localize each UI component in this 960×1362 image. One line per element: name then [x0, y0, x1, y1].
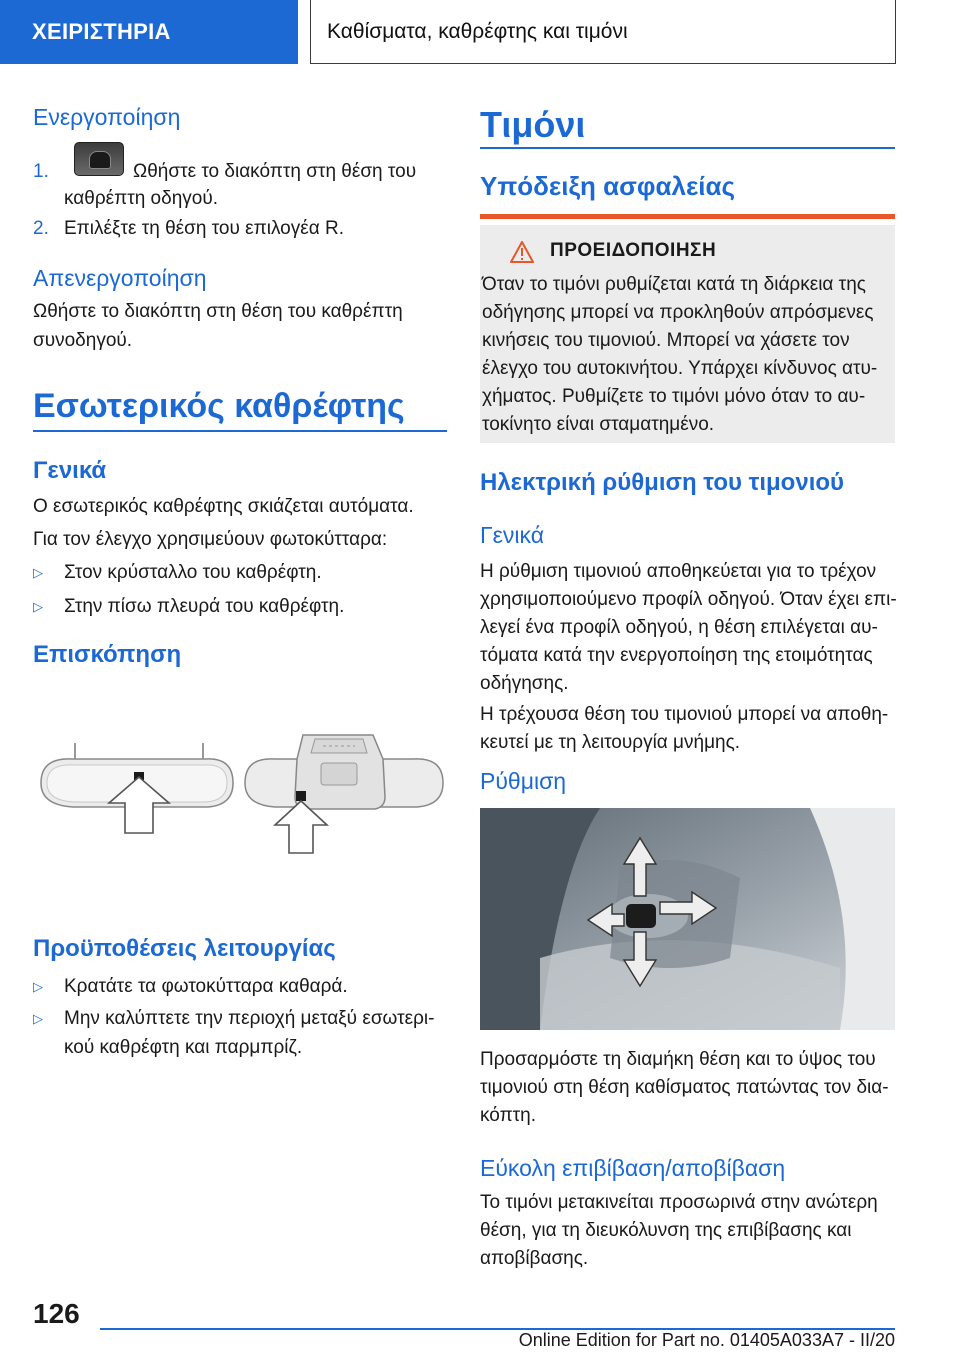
general-line: τόματα κατά την ενεργοποίηση της ετοιμότητας	[480, 645, 873, 666]
warning-line: έλεγχο του αυτοκινήτου. Υπάρχει κίνδυνος ατυ-	[482, 358, 878, 379]
general-line: οδήγησης.	[480, 673, 569, 694]
heading-rule	[33, 430, 447, 432]
mirror-illustration	[33, 705, 447, 915]
deactivation-heading: Απενεργοποίηση	[33, 265, 207, 291]
warning-line: τοκίνητο είναι σταματημένο.	[482, 414, 715, 435]
inner-mirror-heading: Εσωτερικός καθρέφτης	[33, 387, 405, 425]
adjust-line: κόπτη.	[480, 1105, 537, 1126]
warning-title: ΠΡΟΕΙΔΟΠΟΙΗΣΗ	[550, 240, 717, 261]
general-line: χρησιμοποιούμενο προφίλ οδηγού. Όταν έχει επι-	[480, 589, 897, 610]
general-line: Η ρύθμιση τιμονιού αποθηκεύεται για το τρέχον	[480, 561, 877, 582]
deactivation-line-2: συνοδηγού.	[33, 330, 133, 351]
step-1-line-2: καθρέπτη οδηγού.	[64, 188, 219, 209]
memory-line: κευτεί με τη λειτουργία μνήμης.	[480, 732, 741, 753]
prereq-bullet-1: Κρατάτε τα φωτοκύτταρα καθαρά.	[64, 976, 348, 997]
warning-line: Όταν το τιμόνι ρυθμίζεται κατά τη διάρκεια της	[482, 274, 866, 295]
general-line: λεγεί ένα προφίλ οδηγού, η θέση επιλέγεται αυ-	[480, 617, 878, 638]
easy-line: θέση, για τη διευκόλυνση της επιβίβασης και	[480, 1220, 852, 1241]
memory-line: Η τρέχουσα θέση του τιμονιού μπορεί να αποθη-	[480, 704, 889, 725]
sensors-text: Για τον έλεγχο χρησιμεύουν φωτοκύτταρα:	[33, 529, 388, 550]
steering-switch-photo	[480, 808, 895, 1030]
warning-line: οδήγησης μπορεί να προκληθούν απρόσμενες	[482, 302, 874, 323]
warning-line: κινήσεις του τιμονιού. Μπορεί να χάσετε τον	[482, 330, 850, 351]
bullet-triangle-icon: ▷	[33, 565, 43, 580]
general-text: Ο εσωτερικός καθρέφτης σκιάζεται αυτόματα.	[33, 496, 414, 517]
prereq-bullet-2-line-2: κού καθρέφτη και παρμπρίζ.	[64, 1037, 303, 1058]
activation-heading: Ενεργοποίηση	[33, 104, 181, 130]
electric-adjust-heading: Ηλεκτρική ρύθμιση του τιμονιού	[480, 469, 844, 496]
step-2-number: 2.	[33, 218, 49, 239]
bullet-triangle-icon: ▷	[33, 599, 43, 614]
adjust-heading: Ρύθμιση	[480, 768, 567, 794]
heading-rule	[480, 147, 895, 149]
warning-bar	[480, 214, 895, 219]
bullet-1: Στον κρύσταλλο του καθρέφτη.	[64, 562, 322, 583]
prereq-heading: Προϋποθέσεις λειτουργίας	[33, 935, 336, 962]
step-2-text: Επιλέξτε τη θέση του επιλογέα R.	[64, 218, 344, 239]
page-header	[0, 0, 960, 66]
step-1-number: 1.	[33, 161, 49, 182]
page-number: 126	[33, 1298, 80, 1329]
adjust-line: Προσαρμόστε τη διαμήκη θέση και το ύψος του	[480, 1049, 876, 1070]
edition-text: Online Edition for Part no. 01405A033A7 - II/20	[518, 1330, 895, 1350]
deactivation-line-1: Ωθήστε το διακόπτη στη θέση του καθρέπτη	[33, 301, 403, 322]
chapter-title: Καθίσματα, καθρέφτης και τιμόνι	[310, 0, 896, 64]
steering-heading: Τιμόνι	[480, 104, 586, 145]
overview-heading: Επισκόπηση	[33, 641, 182, 668]
adjust-line: τιμονιού στη θέση καθίσματος πατώντας τον δια-	[480, 1077, 889, 1098]
bullet-triangle-icon: ▷	[33, 979, 43, 994]
section-tab: ΧΕΙΡΙΣΤΗΡΙΑ	[0, 0, 298, 64]
easy-line: Το τιμόνι μετακινείται προσωρινά στην ανώτερη	[480, 1192, 878, 1213]
bullet-triangle-icon: ▷	[33, 1011, 43, 1026]
general-heading-left: Γενικά	[33, 457, 107, 484]
easy-entry-heading: Εύκολη επιβίβαση/αποβίβαση	[480, 1155, 786, 1181]
step-1-line-1: Ωθήστε το διακόπτη στη θέση του	[133, 161, 417, 182]
safety-heading: Υπόδειξη ασφαλείας	[480, 171, 736, 201]
warning-triangle-icon	[510, 241, 534, 263]
mirror-switch-icon	[74, 142, 124, 176]
warning-line: χήματος. Ρυθμίζετε το τιμόνι μόνο όταν το αυ-	[482, 386, 866, 407]
general-heading-right: Γενικά	[480, 522, 545, 548]
prereq-bullet-2-line-1: Μην καλύπτετε την περιοχή μεταξύ εσωτερι-	[64, 1008, 435, 1029]
easy-line: αποβίβασης.	[480, 1248, 589, 1269]
bullet-2: Στην πίσω πλευρά του καθρέφτη.	[64, 596, 345, 617]
